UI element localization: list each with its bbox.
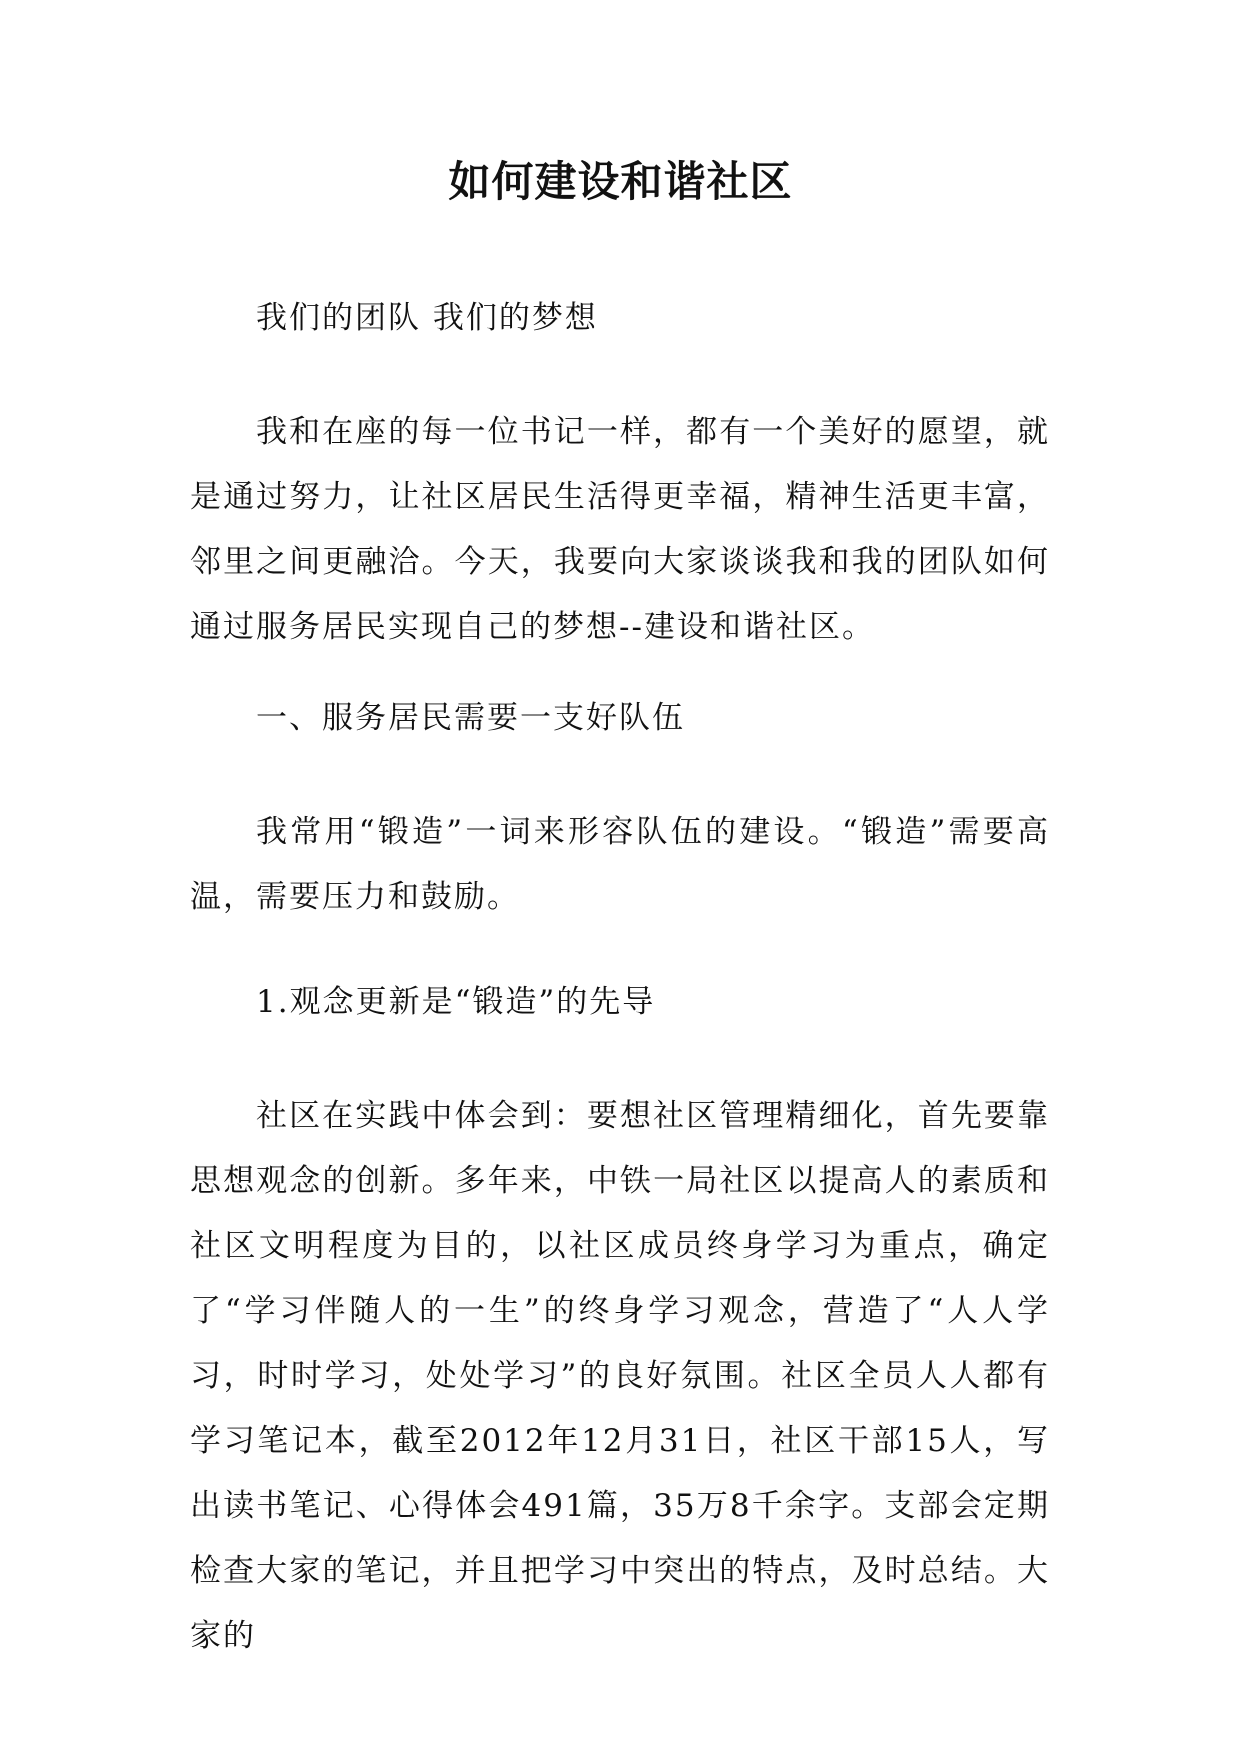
document-title: 如何建设和谐社区: [448, 157, 793, 206]
forging-paragraph-text: 我常用“锻造”一词来形容队伍的建设。“锻造”需要高温，需要压力和鼓励。: [190, 814, 1050, 915]
practice-paragraph: [190, 1084, 1050, 1669]
subsection-1-heading: [190, 970, 1050, 1035]
section-1-heading-text: 一、服务居民需要一支好队伍: [256, 700, 685, 736]
team-heading: [190, 286, 1050, 351]
subsection-1-heading-text: 1.观念更新是“锻造”的先导: [256, 984, 656, 1020]
section-1-heading: [190, 686, 1050, 751]
practice-paragraph-text: 社区在实践中体会到：要想社区管理精细化，首先要靠思想观念的创新。多年来，中铁一局社区以提高人的素质和社区文明程度为目的，以社区成员终身学习为重点，确定了“学习伴随人的一生”的终身学习观念，营造了“人人学习，时时学习，处处学习”的良好氛围。社区全员人人都有学习笔记本，截至2012年12月31日，社区干部15人，写出读书笔记、心得体会491篇，35万8千余字。支部会定期检查大家的笔记，并且把学习中突出的特点，及时总结。大家的: [190, 1098, 1050, 1654]
forging-paragraph: [190, 800, 1050, 930]
intro-paragraph: [190, 400, 1050, 660]
intro-paragraph-text: 我和在座的每一位书记一样，都有一个美好的愿望，就是通过努力，让社区居民生活得更幸福，精神生活更丰富，邻里之间更融洽。今天，我要向大家谈谈我和我的团队如何通过服务居民实现自己的梦想--建设和谐社区。: [190, 414, 1050, 645]
team-heading-text: 我们的团队 我们的梦想: [256, 300, 598, 336]
